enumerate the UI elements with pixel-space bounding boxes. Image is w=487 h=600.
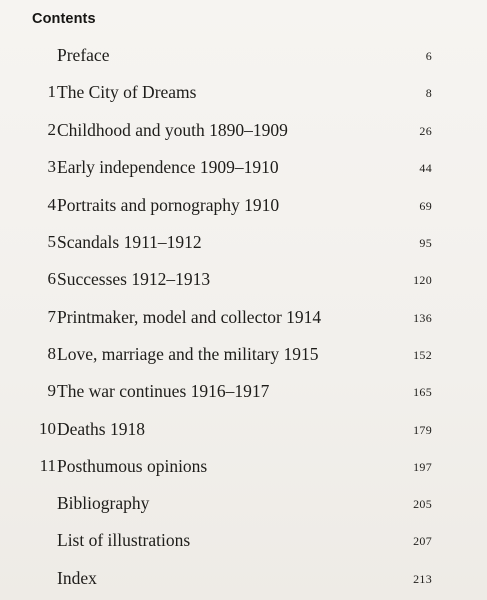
toc-number: 2 (47, 120, 56, 139)
toc-entry-index (0, 568, 487, 594)
toc-page: 6 (425, 49, 432, 63)
toc-page: 152 (413, 348, 432, 362)
toc-title: Portraits and pornography 1910 (57, 195, 280, 215)
toc-page: 165 (413, 385, 432, 399)
toc-entry-3 (0, 157, 487, 183)
toc-title: Deaths 1918 (57, 419, 145, 439)
toc-title: Posthumous opinions (57, 456, 208, 476)
toc-entry-2 (0, 120, 487, 146)
toc-number: 5 (47, 232, 56, 251)
toc-title: Childhood and youth 1890–1909 (57, 120, 288, 140)
toc-entry-6 (0, 269, 487, 295)
toc-page: 136 (413, 311, 432, 325)
toc-entry-9 (0, 381, 487, 407)
toc-page: 120 (413, 273, 432, 287)
toc-page: 213 (413, 572, 432, 586)
toc-page: 179 (413, 423, 432, 437)
toc-title: Scandals 1911–1912 (57, 232, 202, 252)
toc-title: Successes 1912–1913 (57, 269, 211, 289)
toc-page: 26 (419, 124, 432, 138)
toc-title: Love, marriage and the military 1915 (57, 344, 319, 364)
toc-title: The City of Dreams (57, 82, 197, 102)
contents-heading: Contents (32, 11, 96, 27)
toc-number: 1 (47, 82, 56, 101)
toc-title: Early independence 1909–1910 (57, 157, 279, 177)
toc-entry-preface (0, 45, 487, 71)
toc-page: 197 (413, 460, 432, 474)
toc-number: 4 (47, 195, 56, 214)
toc-number: 7 (47, 307, 56, 326)
toc-entry-illustrations (0, 530, 487, 556)
toc-number: 9 (47, 381, 56, 400)
toc-entry-4 (0, 195, 487, 221)
toc-title: Bibliography (57, 493, 150, 513)
toc-entry-8 (0, 344, 487, 370)
toc-title: Printmaker, model and collector 1914 (57, 307, 322, 327)
toc-entry-5 (0, 232, 487, 258)
toc-number: 6 (47, 269, 56, 288)
toc-page: 44 (419, 161, 432, 175)
toc-entry-7 (0, 307, 487, 333)
toc-title: List of illustrations (57, 530, 191, 550)
toc-title: Preface (57, 45, 110, 65)
toc-entry-1 (0, 82, 487, 108)
toc-number: 8 (47, 344, 56, 363)
toc-page: 207 (413, 534, 432, 548)
toc-page: 205 (413, 497, 432, 511)
toc-entry-11 (0, 456, 487, 482)
toc-entry-10 (0, 419, 487, 445)
toc-number: 3 (47, 157, 56, 176)
toc-page: 8 (425, 86, 432, 100)
toc-page: 95 (419, 236, 432, 250)
toc-title: Index (57, 568, 97, 588)
toc-number: 10 (39, 419, 56, 438)
toc-title: The war continues 1916–1917 (57, 381, 270, 401)
toc-page: 69 (419, 199, 432, 213)
toc-entry-bibliography (0, 493, 487, 519)
toc-number: 11 (39, 456, 56, 475)
